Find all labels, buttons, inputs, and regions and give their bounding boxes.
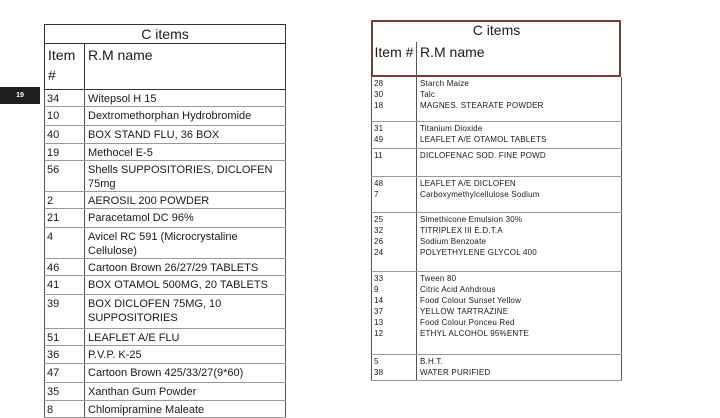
item-number: 25 bbox=[374, 214, 384, 224]
rm-name-cell bbox=[417, 354, 622, 380]
table-row bbox=[45, 228, 286, 259]
table-row-group bbox=[372, 77, 622, 121]
table-row bbox=[45, 295, 286, 329]
table-row bbox=[45, 192, 286, 209]
table-row bbox=[45, 126, 286, 144]
item-number: 8 bbox=[45, 401, 85, 418]
item-number-cell bbox=[372, 121, 417, 148]
table-row bbox=[45, 276, 286, 295]
rm-name: B.H.T. bbox=[420, 356, 443, 366]
table-row bbox=[45, 107, 286, 126]
rm-name: Chlomipramine Maleate bbox=[85, 401, 286, 418]
item-number: 41 bbox=[45, 276, 85, 295]
rm-name: BOX STAND FLU, 36 BOX bbox=[85, 126, 286, 144]
left-items-table bbox=[44, 24, 286, 418]
rm-name: Methocel E-5 bbox=[85, 144, 286, 161]
item-number: 4 bbox=[45, 228, 85, 259]
table-row bbox=[45, 329, 286, 346]
rm-name-cell bbox=[417, 121, 622, 148]
rm-name: TITRIPLEX III E.D.T.A bbox=[420, 225, 503, 235]
left-table-title: C items bbox=[45, 25, 286, 44]
item-number: 33 bbox=[374, 273, 384, 283]
item-number-cell bbox=[372, 77, 417, 121]
rm-name: Simethicone Emulsion 30% bbox=[420, 214, 523, 224]
rm-name: DICLOFENAC SOD. FINE POWD bbox=[420, 150, 546, 160]
item-number-cell bbox=[372, 354, 417, 380]
item-number: 56 bbox=[45, 161, 85, 192]
rm-name: BOX OTAMOL 500MG, 20 TABLETS bbox=[85, 276, 286, 295]
right-header-item-text: Item # bbox=[374, 44, 414, 60]
right-header-name-text: R.M name bbox=[420, 44, 485, 60]
item-number: 2 bbox=[45, 192, 85, 209]
rm-name: WATER PURIFIED bbox=[420, 367, 491, 377]
table-row bbox=[45, 364, 286, 383]
rm-name: POLYETHYLENE GLYCOL 400 bbox=[420, 247, 537, 257]
rm-name: Paracetamol DC 96% bbox=[85, 209, 286, 228]
item-number: 30 bbox=[374, 90, 384, 99]
table-row bbox=[45, 161, 286, 192]
rm-name: AEROSIL 200 POWDER bbox=[85, 192, 286, 209]
rm-name-cell bbox=[417, 212, 622, 271]
table-row-group bbox=[372, 212, 622, 271]
rm-name: Avicel RC 591 (Microcrystaline Cellulose) bbox=[85, 228, 286, 259]
rm-name-cell bbox=[417, 176, 622, 212]
item-number-cell bbox=[372, 176, 417, 212]
rm-name: Food Colour Sunset Yellow bbox=[420, 295, 522, 305]
rm-name: Titanium Dioxide bbox=[420, 123, 483, 133]
left-header-item-text: Item # bbox=[48, 47, 76, 83]
table-row bbox=[45, 346, 286, 364]
item-number: 28 bbox=[374, 79, 384, 88]
rm-name: Cartoon Brown 425/33/27(9*60) bbox=[85, 364, 286, 383]
item-number: 34 bbox=[45, 90, 85, 107]
left-header-item bbox=[45, 44, 85, 90]
item-number: 32 bbox=[374, 225, 384, 235]
rm-name-cell bbox=[417, 77, 622, 121]
rm-name: P.V.P. K-25 bbox=[85, 346, 286, 364]
item-number-cell bbox=[372, 212, 417, 271]
item-number: 9 bbox=[374, 284, 379, 294]
item-number: 51 bbox=[45, 329, 85, 346]
rm-name: LEAFLET A/E FLU bbox=[85, 329, 286, 346]
table-row-group bbox=[372, 271, 622, 354]
item-number: 18 bbox=[374, 101, 384, 110]
rm-name: BOX DICLOFEN 75MG, 10 SUPPOSITORIES bbox=[85, 295, 286, 329]
rm-name: Shells SUPPOSITORIES, DICLOFEN 75mg bbox=[85, 161, 286, 192]
rm-name: Carboxymethylcellulose Sodium bbox=[420, 189, 540, 199]
left-table-header bbox=[45, 44, 286, 90]
rm-name: Food Colour Ponceu Red bbox=[420, 317, 515, 327]
table-row bbox=[45, 383, 286, 401]
item-number: 26 bbox=[374, 236, 384, 246]
rm-name: LEAFLET A/E OTAMOL TABLETS bbox=[420, 134, 547, 144]
item-number: 7 bbox=[374, 189, 379, 199]
table-row bbox=[45, 209, 286, 228]
left-header-name bbox=[85, 44, 286, 90]
page-number-badge bbox=[0, 87, 40, 104]
item-number: 14 bbox=[374, 295, 384, 305]
rm-name-cell bbox=[417, 271, 622, 354]
rm-name: Cartoon Brown 26/27/29 TABLETS bbox=[85, 259, 286, 276]
rm-name: Starch Maize bbox=[420, 79, 470, 88]
rm-name: Tween 80 bbox=[420, 273, 457, 283]
right-header-name bbox=[417, 42, 622, 77]
table-row bbox=[45, 90, 286, 107]
item-number: 13 bbox=[374, 317, 384, 327]
item-number: 38 bbox=[374, 367, 384, 377]
item-number: 40 bbox=[45, 126, 85, 144]
item-number: 48 bbox=[374, 178, 384, 188]
rm-name: LEAFLET A/E DICLOFEN bbox=[420, 178, 516, 188]
item-number: 49 bbox=[374, 134, 384, 144]
item-number: 21 bbox=[45, 209, 85, 228]
table-row bbox=[45, 144, 286, 161]
right-table-header bbox=[372, 42, 622, 77]
right-items-table bbox=[371, 20, 622, 381]
item-number: 24 bbox=[374, 247, 384, 257]
left-header-name-text: R.M name bbox=[88, 47, 153, 63]
rm-name: Witepsol H 15 bbox=[85, 90, 286, 107]
table-row-group bbox=[372, 176, 622, 212]
item-number: 12 bbox=[374, 328, 384, 338]
page-number: 19 bbox=[16, 92, 24, 99]
right-header-item bbox=[372, 42, 417, 77]
item-number: 47 bbox=[45, 364, 85, 383]
table-row-group bbox=[372, 354, 622, 380]
item-number: 36 bbox=[45, 346, 85, 364]
item-number: 37 bbox=[374, 306, 384, 316]
rm-name: Citric Acid Anhdrous bbox=[420, 284, 496, 294]
item-number-cell bbox=[372, 148, 417, 176]
rm-name: MAGNES. STEARATE POWDER bbox=[420, 101, 544, 110]
item-number-cell bbox=[372, 271, 417, 354]
rm-name-cell bbox=[417, 148, 622, 176]
rm-name: Dextromethorphan Hydrobromide bbox=[85, 107, 286, 126]
item-number: 10 bbox=[45, 107, 85, 126]
right-table-title: C items bbox=[472, 22, 521, 38]
item-number: 39 bbox=[45, 295, 85, 329]
item-number: 5 bbox=[374, 356, 379, 366]
item-number: 46 bbox=[45, 259, 85, 276]
table-row bbox=[45, 259, 286, 276]
item-number: 11 bbox=[374, 150, 383, 160]
rm-name: ETHYL ALCOHOL 95%ENTE bbox=[420, 328, 529, 338]
table-row bbox=[45, 401, 286, 418]
table-row-group bbox=[372, 121, 622, 148]
item-number: 19 bbox=[45, 144, 85, 161]
rm-name: YELLOW TARTRAZINE bbox=[420, 306, 509, 316]
table-row-group bbox=[372, 148, 622, 176]
item-number: 31 bbox=[374, 123, 384, 133]
rm-name: Talc bbox=[420, 90, 436, 99]
item-number: 35 bbox=[45, 383, 85, 401]
rm-name: Xanthan Gum Powder bbox=[85, 383, 286, 401]
rm-name: Sodium Benzoate bbox=[420, 236, 487, 246]
